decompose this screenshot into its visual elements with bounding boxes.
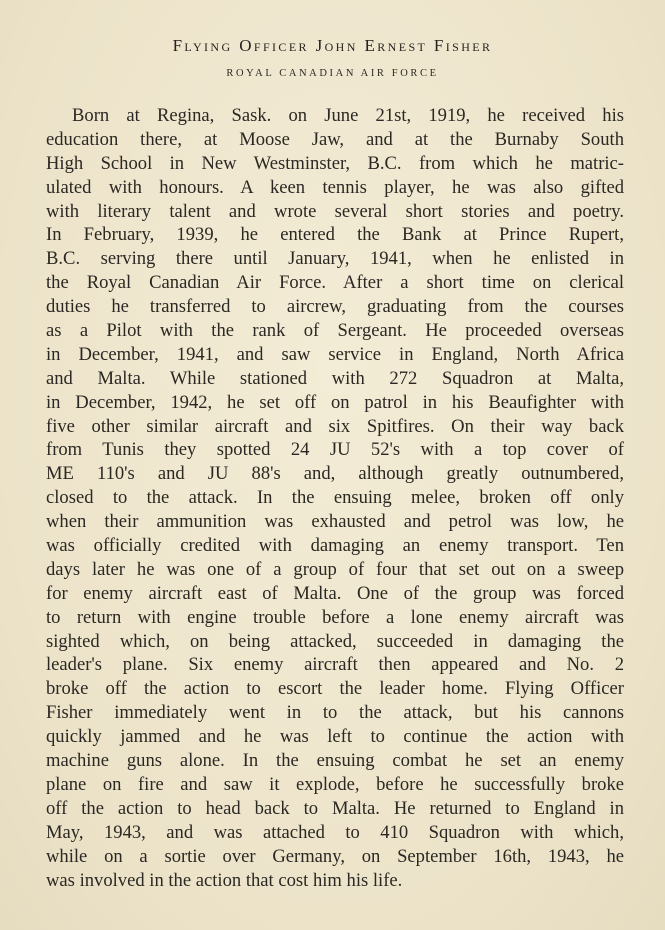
paragraph-line: sighted which, on being attacked, succeeded in damaging the: [46, 630, 624, 652]
paragraph-line: with literary talent and wrote several short stories and poetry.: [46, 200, 624, 222]
paragraph-line: B.C. serving there until January, 1941, when he enlisted in: [46, 248, 624, 270]
paragraph-line: Fisher immediately went in to the attack, but his cannons: [46, 702, 624, 724]
paragraph-line: May, 1943, and was attached to 410 Squadron with which,: [46, 821, 624, 843]
paragraph-line: plane on fire and saw it explode, before he successfully broke: [46, 773, 624, 795]
paragraph-line: days later he was one of a group of four that set out on a sweep: [46, 558, 624, 580]
paragraph-line: to return with engine trouble before a lone enemy aircraft was: [46, 606, 624, 628]
paragraph-line: from Tunis they spotted 24 JU 52's with a top cover of: [46, 439, 624, 461]
paragraph-line: in December, 1941, and saw service in England, North Africa: [46, 343, 624, 365]
biography-paragraph: [46, 104, 624, 892]
paragraph-line: in December, 1942, he set off on patrol in his Beaufighter with: [46, 391, 624, 413]
paragraph-line: ulated with honours. A keen tennis player, he was also gifted: [46, 176, 624, 198]
paragraph-line: off the action to head back to Malta. He returned to England in: [46, 797, 624, 819]
paragraph-line: quickly jammed and he was left to continue the action with: [46, 726, 624, 748]
paragraph-line: for enemy aircraft east of Malta. One of the group was forced: [46, 582, 624, 604]
paragraph-line: when their ammunition was exhausted and petrol was low, he: [46, 511, 624, 533]
paragraph-line: In February, 1939, he entered the Bank at Prince Rupert,: [46, 224, 624, 246]
paragraph-line: as a Pilot with the rank of Sergeant. He proceeded overseas: [46, 320, 624, 342]
paragraph-line: education there, at Moose Jaw, and at the Burnaby South: [46, 128, 624, 150]
paragraph-line: High School in New Westminster, B.C. from which he matric-: [46, 152, 624, 174]
paragraph-line: closed to the attack. In the ensuing melee, broken off only: [46, 487, 624, 509]
paragraph-line: the Royal Canadian Air Force. After a short time on clerical: [46, 272, 624, 294]
page-subtitle: ROYAL CANADIAN AIR FORCE: [226, 68, 439, 79]
paragraph-line: machine guns alone. In the ensuing combat he set an enemy: [46, 750, 624, 772]
paragraph-line: five other similar aircraft and six Spitfires. On their way back: [46, 415, 624, 437]
paragraph-line: was involved in the action that cost him his life.: [46, 869, 403, 891]
paragraph-line: and Malta. While stationed with 272 Squadron at Malta,: [46, 367, 624, 389]
paragraph-line: Born at Regina, Sask. on June 21st, 1919, he received his: [72, 105, 624, 126]
paragraph-line: ME 110's and JU 88's and, although greatly outnumbered,: [46, 463, 624, 485]
paragraph-line: was officially credited with damaging an enemy transport. Ten: [46, 535, 624, 557]
paragraph-line: duties he transferred to aircrew, graduating from the courses: [46, 296, 624, 318]
paragraph-line: broke off the action to escort the leader home. Flying Officer: [46, 678, 624, 700]
page-title: Flying Officer John Ernest Fisher: [172, 36, 493, 55]
paragraph-line: while on a sortie over Germany, on September 16th, 1943, he: [46, 845, 624, 867]
paragraph-line: leader's plane. Six enemy aircraft then appeared and No. 2: [46, 654, 624, 676]
